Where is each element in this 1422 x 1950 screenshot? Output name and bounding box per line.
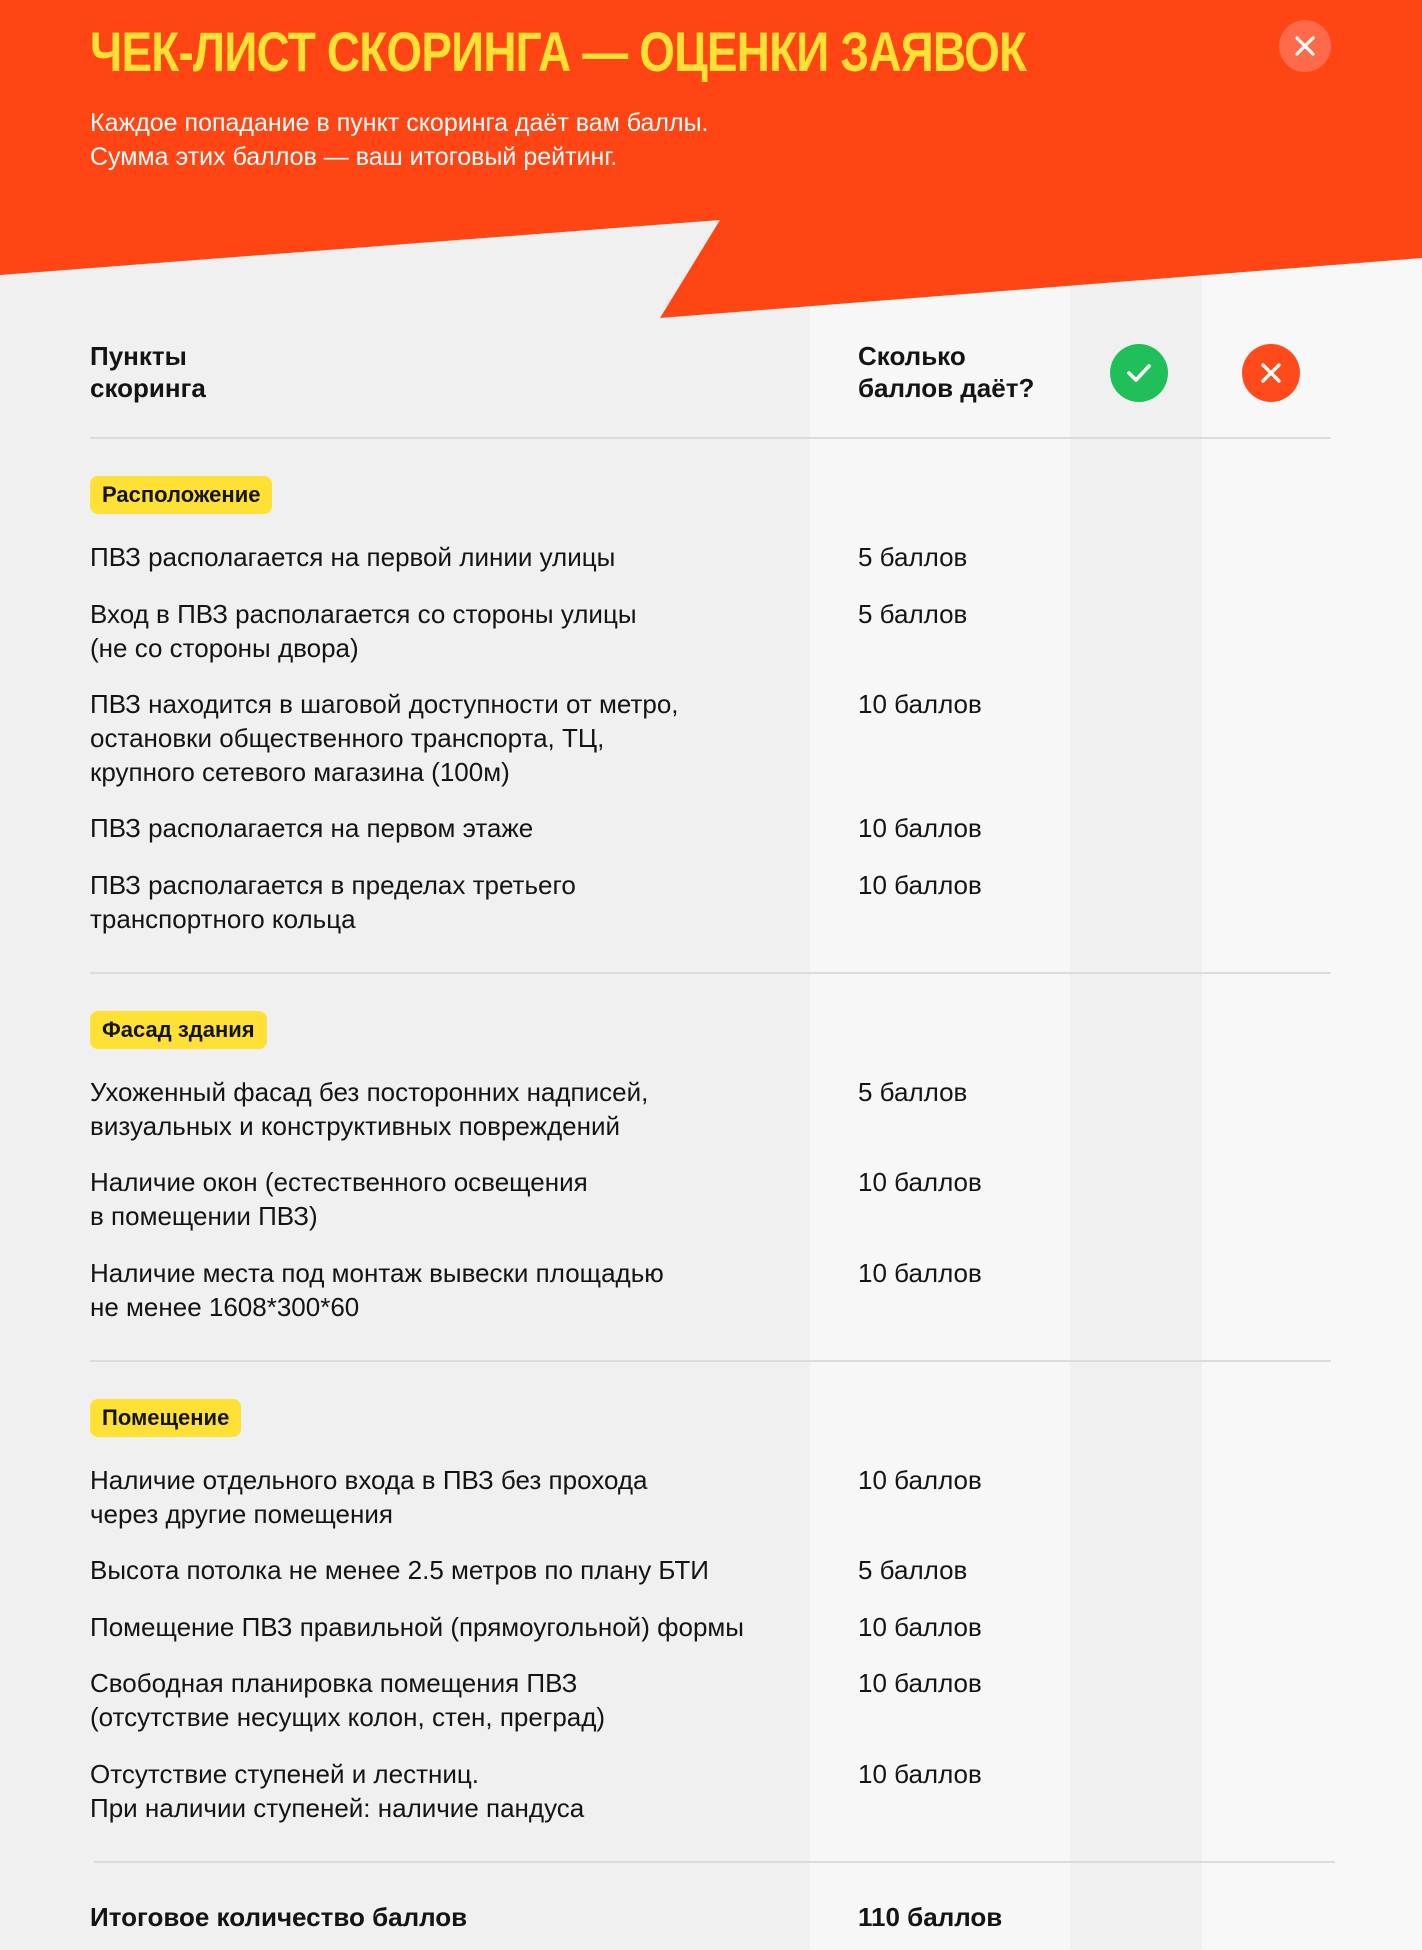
- item-points: 10 баллов: [858, 689, 982, 719]
- list-item: Высота потолка не менее 2.5 метров по плану БТИ: [90, 1555, 709, 1585]
- section-tag-location: Расположение: [90, 476, 272, 514]
- list-item: Вход в ПВЗ располагается со стороны улицы (не со стороны двора): [90, 599, 637, 663]
- section-tag-facade: Фасад здания: [90, 1011, 267, 1049]
- column-header-points: Сколько баллов даёт?: [858, 341, 1035, 403]
- item-points: 10 баллов: [858, 1668, 982, 1698]
- total-label: Итоговое количество баллов: [90, 1902, 468, 1932]
- total-divider: [94, 1861, 1335, 1863]
- section-divider: [90, 1360, 1331, 1362]
- close-icon: [1258, 360, 1284, 386]
- section-divider: [90, 972, 1331, 974]
- list-item: Отсутствие ступеней и лестниц. При наличии ступеней: наличие пандуса: [90, 1759, 585, 1823]
- list-item: Наличие окон (естественного освещения в помещении ПВЗ): [90, 1167, 588, 1231]
- item-points: 10 баллов: [858, 1759, 982, 1789]
- list-item: ПВЗ располагается на первом этаже: [90, 813, 534, 843]
- close-button[interactable]: [1279, 20, 1331, 72]
- item-points: 5 баллов: [858, 599, 968, 629]
- list-item: Помещение ПВЗ правильной (прямоугольной) формы: [90, 1612, 744, 1642]
- item-points: 5 баллов: [858, 1555, 968, 1585]
- page-title: ЧЕК-ЛИСТ СКОРИНГА — ОЦЕНКИ ЗАЯВОК: [90, 20, 1027, 83]
- check-icon: [1124, 358, 1154, 388]
- column-header-yes: [1110, 344, 1168, 402]
- list-item: ПВЗ находится в шаговой доступности от метро, остановки общественного транспорта, ТЦ, крупного сетевого магазина (100м): [90, 689, 679, 787]
- item-points: 10 баллов: [858, 1612, 982, 1642]
- page-subtitle: Каждое попадание в пункт скоринга даёт вам баллы. Сумма этих баллов — ваш итоговый рейтинг.: [90, 109, 709, 171]
- section-tag-premises: Помещение: [90, 1399, 241, 1437]
- item-points: 5 баллов: [858, 1077, 968, 1107]
- list-item: Свободная планировка помещения ПВЗ (отсутствие несущих колон, стен, преград): [90, 1668, 606, 1732]
- column-header-items: Пункты скоринга: [90, 341, 206, 403]
- item-points: 5 баллов: [858, 542, 968, 572]
- column-header-no: [1242, 344, 1300, 402]
- close-icon: [1293, 34, 1317, 58]
- total-value: 110 баллов: [858, 1902, 1003, 1932]
- list-item: ПВЗ располагается на первой линии улицы: [90, 542, 616, 572]
- list-item: Ухоженный фасад без посторонних надписей, визуальных и конструктивных повреждений: [90, 1077, 649, 1141]
- item-points: 10 баллов: [858, 870, 982, 900]
- item-points: 10 баллов: [858, 1258, 982, 1288]
- item-points: 10 баллов: [858, 1167, 982, 1197]
- header-divider: [90, 437, 1331, 439]
- list-item: Наличие отдельного входа в ПВЗ без прохода через другие помещения: [90, 1465, 648, 1529]
- list-item: Наличие места под монтаж вывески площадью не менее 1608*300*60: [90, 1258, 664, 1322]
- item-points: 10 баллов: [858, 1465, 982, 1495]
- item-points: 10 баллов: [858, 813, 982, 843]
- list-item: ПВЗ располагается в пределах третьего транспортного кольца: [90, 870, 576, 934]
